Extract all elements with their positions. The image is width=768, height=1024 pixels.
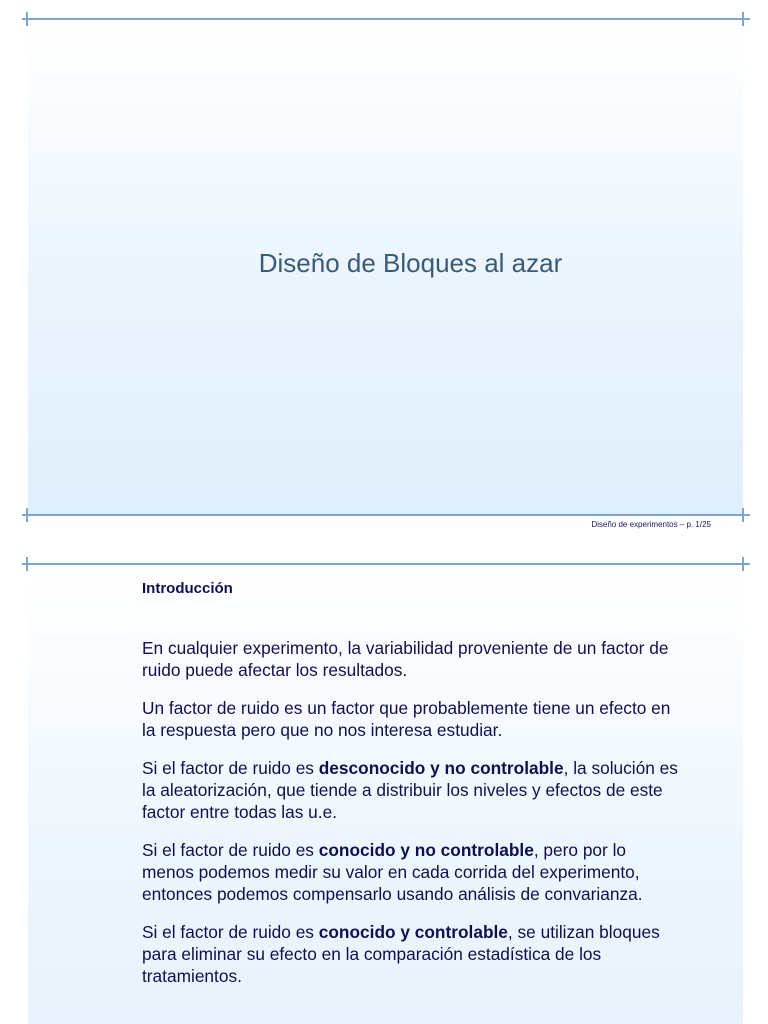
slide-1-footer: Diseño de experimentos – p. 1/25	[591, 520, 711, 529]
paragraph-5	[142, 921, 682, 987]
paragraph-3-emphasis: desconocido y no controlable	[318, 758, 564, 778]
slide-1-top-right-tick	[742, 12, 744, 26]
paragraph-5-emphasis: conocido y controlable	[318, 922, 508, 942]
slide-2-top-rule	[22, 563, 750, 565]
paragraph-4	[142, 839, 682, 905]
slide-1-bottom-left-tick	[26, 508, 28, 522]
slide-2-heading: Introducción	[142, 580, 233, 597]
slide-1-bottom-rule	[22, 514, 750, 516]
paragraph-1-text: En cualquier experimento, la variabilidad proveniente de un factor de ruido puede afectar los resultados.	[142, 638, 669, 680]
paragraph-5-rest: , se utilizan bloques para eliminar su efecto en la comparación estadística de los tratamientos.	[142, 922, 660, 986]
paragraph-3-rest: , la solución es la aleatorización, que tiende a distribuir los niveles y efectos de este factor entre todas las u.e.	[142, 758, 678, 822]
paragraph-2	[142, 697, 682, 741]
paragraph-4-rest: , pero por lo menos podemos medir su valor en cada corrida del experimento, entonces podemos compensarlo usando análisis de convarianza.	[142, 840, 643, 904]
paragraph-1	[142, 637, 682, 681]
slide-1-top-rule	[22, 18, 750, 20]
paragraph-3-lead: Si el factor de ruido es	[142, 758, 319, 778]
slide-2-content	[142, 637, 682, 1003]
slide-1-title: Diseño de Bloques al azar	[258, 248, 563, 278]
paragraph-4-lead: Si el factor de ruido es	[142, 840, 319, 860]
paragraph-2-text: Un factor de ruido es un factor que probablemente tiene un efecto en la respuesta pero que no nos interesa estudiar.	[142, 698, 671, 740]
paragraph-4-emphasis: conocido y no controlable	[318, 840, 534, 860]
slide-1-top-left-tick	[26, 12, 28, 26]
slide-2-top-left-tick	[26, 557, 28, 571]
paragraph-3	[142, 757, 682, 823]
slide-2-top-right-tick	[742, 557, 744, 571]
slide-1-bottom-right-tick	[742, 508, 744, 522]
paragraph-5-lead: Si el factor de ruido es	[142, 922, 319, 942]
